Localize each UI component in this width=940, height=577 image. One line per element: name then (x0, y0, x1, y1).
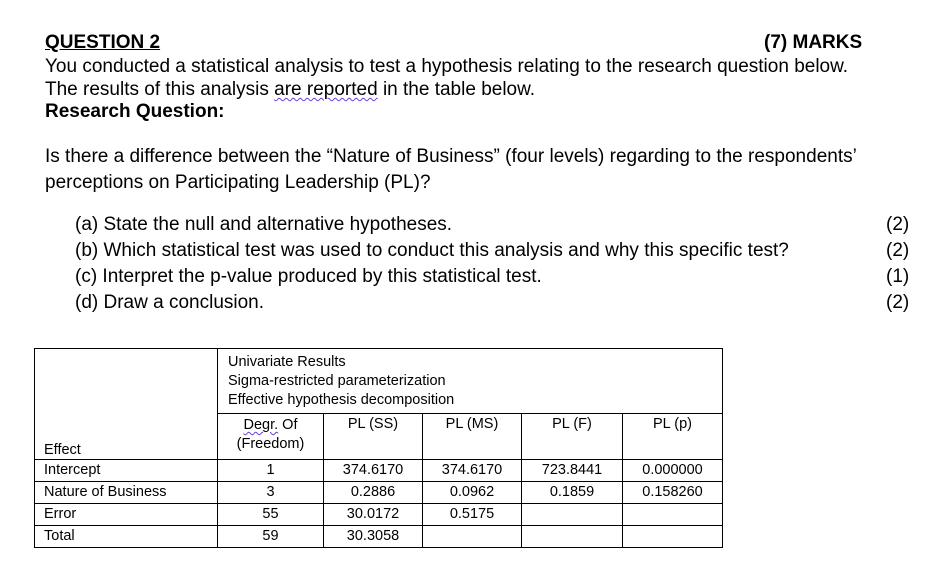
ss-cell: 30.0172 (324, 503, 423, 525)
p-cell (623, 503, 723, 525)
f-cell: 723.8441 (522, 459, 623, 481)
ms-header: PL (MS) (423, 414, 522, 460)
ss-header: PL (SS) (324, 414, 423, 460)
effect-cell: Total (35, 525, 218, 547)
table-row (35, 459, 723, 481)
effect-cell: Error (35, 503, 218, 525)
sub-question-d: (d) Draw a conclusion. (75, 292, 265, 313)
intro-line-1: You conducted a statistical analysis to test a hypothesis relating to the research question below. (45, 56, 849, 77)
df-header (218, 414, 324, 460)
table-info-cell (218, 349, 723, 414)
f-header: PL (F) (522, 414, 623, 460)
table-info-line-1: Univariate Results (228, 353, 346, 370)
ms-cell (423, 525, 522, 547)
df-header-line-1 (218, 416, 323, 435)
intro-line-2-start: The results of this analysis (45, 79, 275, 100)
research-question-line-1: Is there a difference between the “Nature of Business” (four levels) regarding to the respondents’ (45, 146, 857, 167)
p-header: PL (p) (623, 414, 723, 460)
effect-header: Effect (35, 414, 218, 460)
ss-cell: 0.2886 (324, 481, 423, 503)
effect-header-cell-top (35, 349, 218, 414)
table-row (35, 525, 723, 547)
sub-question-d-points: (2) (886, 292, 910, 313)
sub-question-a: (a) State the null and alternative hypotheses. (75, 214, 453, 235)
table-info-row (35, 349, 723, 414)
df-cell: 55 (218, 503, 324, 525)
effect-cell: Intercept (35, 459, 218, 481)
ss-cell: 30.3058 (324, 525, 423, 547)
df-cell: 1 (218, 459, 324, 481)
p-cell: 0.000000 (623, 459, 723, 481)
ss-cell: 374.6170 (324, 459, 423, 481)
marks-label: (7) MARKS (764, 32, 863, 53)
df-header-line-2: (Freedom) (236, 436, 305, 452)
table-info-line-3: Effective hypothesis decomposition (228, 391, 455, 408)
univariate-results-table (34, 348, 723, 548)
table-header-row (35, 414, 723, 460)
df-cell: 59 (218, 525, 324, 547)
sub-question-b: (b) Which statistical test was used to conduct this analysis and why this specific test? (75, 240, 789, 261)
sub-question-a-points: (2) (886, 214, 910, 235)
sub-question-c-points: (1) (886, 266, 910, 287)
table-row (35, 503, 723, 525)
ms-cell: 0.0962 (423, 481, 522, 503)
spellcheck-flagged-phrase: are reported (274, 79, 378, 100)
table-row (35, 481, 723, 503)
df-cell: 3 (218, 481, 324, 503)
sub-question-c: (c) Interpret the p-value produced by this statistical test. (75, 266, 542, 287)
intro-line-2 (45, 79, 535, 101)
ms-cell: 0.5175 (423, 503, 522, 525)
question-title: QUESTION 2 (45, 32, 161, 53)
p-cell: 0.158260 (623, 481, 723, 503)
table-info-line-2: Sigma-restricted parameterization (228, 372, 446, 389)
f-cell (522, 503, 623, 525)
ms-cell: 374.6170 (423, 459, 522, 481)
sub-question-b-points: (2) (886, 240, 910, 261)
research-question-label: Research Question: (45, 101, 225, 122)
research-question-line-2: perceptions on Participating Leadership (PL)? (45, 172, 431, 193)
f-cell (522, 525, 623, 547)
df-header-of: Of (278, 417, 298, 433)
effect-cell: Nature of Business (35, 481, 218, 503)
df-header-flagged-word: Degr. (243, 417, 279, 433)
intro-line-2-end: in the table below. (377, 79, 536, 100)
p-cell (623, 525, 723, 547)
f-cell: 0.1859 (522, 481, 623, 503)
